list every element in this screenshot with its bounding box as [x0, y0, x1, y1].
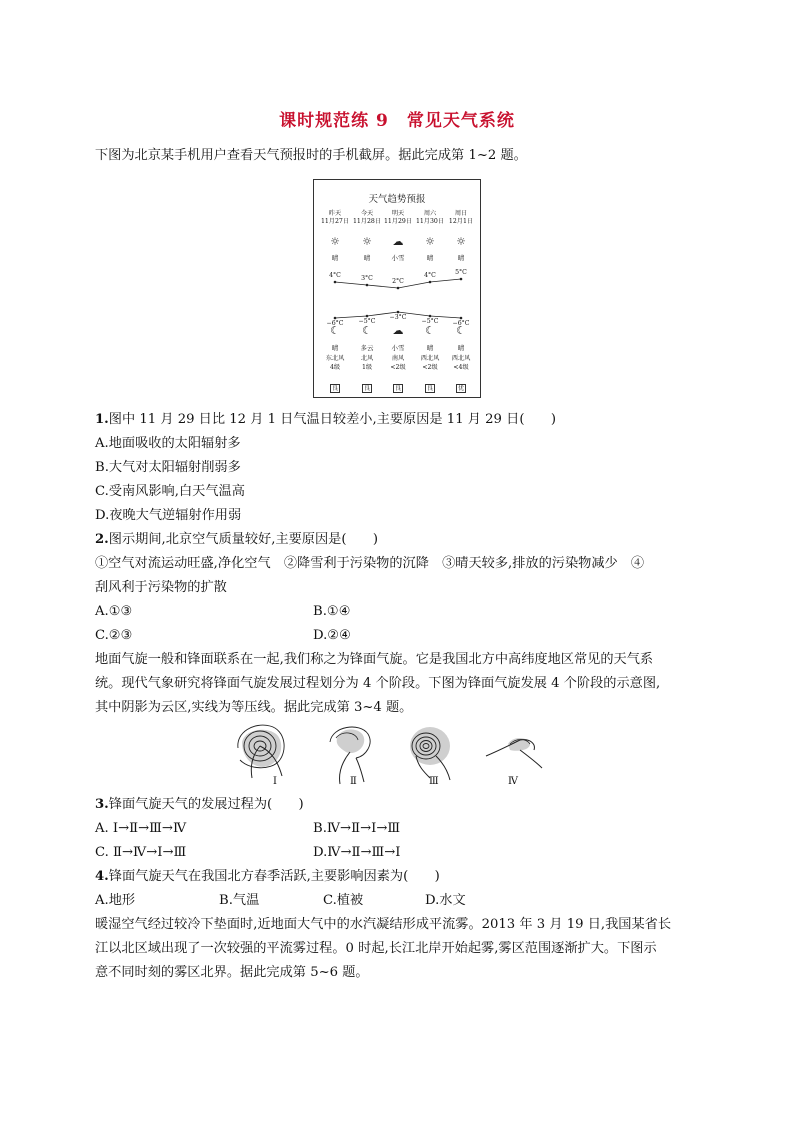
high-temp-label: 3°C [361, 275, 373, 282]
high-temp-point [366, 284, 369, 287]
q4-option-b[interactable]: B.气温 [219, 893, 260, 908]
wind-direction: 南风 [391, 355, 405, 362]
day-name: 今天 [360, 210, 374, 217]
high-temp-point [397, 287, 400, 290]
day-weather: 晴 [426, 254, 434, 262]
wind-level: 1级 [361, 364, 373, 371]
day-name: 周六 [423, 210, 437, 217]
page-title: 课时规范练 9 常见天气系统 [279, 111, 515, 131]
weather-forecast-screenshot [313, 179, 481, 398]
wind-direction: 东北风 [325, 355, 345, 362]
q3-options-row2 [95, 843, 401, 863]
sun-icon: ☼ [362, 235, 372, 248]
moon-icon: ☾ [330, 324, 340, 337]
wind-level: <4级 [453, 364, 469, 371]
air-quality-badge: 良 [331, 385, 338, 392]
moon-icon: ☾ [425, 324, 435, 337]
temperature-curves [314, 180, 482, 399]
low-temp-point [460, 317, 463, 320]
cyclone-label-3: Ⅲ [429, 776, 439, 787]
air-quality-badge: 优 [457, 385, 464, 392]
low-temp-point [397, 311, 400, 314]
q3-options-row1 [95, 819, 401, 839]
wind-level: 4级 [329, 364, 341, 371]
day-date: 11月30日 [415, 218, 445, 225]
day-date: 11月28日 [352, 218, 382, 225]
high-temp-label: 5°C [455, 269, 467, 276]
day-weather: 小雪 [391, 254, 405, 262]
intro-1: 下图为北京某手机用户查看天气预报时的手机截屏。据此完成第 1~2 题。 [95, 148, 527, 163]
q3-stem: 3.锋面气旋天气的发展过程为( ) [95, 797, 304, 812]
q2-option-a[interactable]: A.①③ [95, 604, 133, 619]
intro-3-line3: 意不同时刻的雾区北界。据此完成第 5~6 题。 [95, 965, 369, 980]
wind-level: <2级 [422, 364, 438, 371]
q2-options-row2 [95, 626, 351, 646]
day-weather: 晴 [363, 254, 371, 262]
low-temp-point [334, 317, 337, 320]
q1-option-a[interactable]: A.地面吸收的太阳辐射多 [95, 436, 241, 451]
q4-option-c[interactable]: C.植被 [323, 893, 364, 908]
q2-statements-line1: ①空气对流运动旺盛,净化空气 ②降雪利于污染物的沉降 ③晴天较多,排放的污染物减少 ④ [95, 556, 645, 571]
cyclone-stage-1 [238, 725, 284, 778]
high-temp-point [334, 281, 337, 284]
high-temp-point [429, 281, 432, 284]
q1-option-d[interactable]: D.夜晚大气逆辐射作用弱 [95, 508, 242, 523]
snow-icon: ☁ [392, 324, 404, 337]
low-temp-point [366, 315, 369, 318]
q4-options [95, 891, 466, 911]
cyclone-label-2: Ⅱ [350, 776, 357, 787]
high-temp-label: 4°C [329, 272, 341, 279]
cyclone-label-4: Ⅳ [508, 776, 518, 787]
forecast-title: 天气趋势预报 [368, 194, 426, 205]
sun-icon: ☼ [330, 235, 340, 248]
q1-option-c[interactable]: C.受南风影响,白天气温高 [95, 484, 245, 499]
day-weather: 晴 [331, 254, 339, 262]
low-temp-label: −5°C [421, 318, 439, 325]
q4-option-d[interactable]: D.水文 [425, 893, 466, 908]
wind-direction: 北风 [360, 355, 374, 362]
q1-stem: 1.图中 11 月 29 日比 12 月 1 日气温日较差小,主要原因是 11 月 29 日( ) [95, 412, 556, 427]
day-date: 12月1日 [448, 218, 474, 225]
day-name: 明天 [391, 210, 405, 217]
q3-option-b[interactable]: B.Ⅳ→Ⅱ→Ⅰ→Ⅲ [313, 821, 401, 836]
intro-2-line3: 其中阴影为云区,实线为等压线。据此完成第 3~4 题。 [95, 700, 413, 715]
wind-direction: 西北风 [420, 355, 440, 362]
q2-options-row1 [95, 602, 351, 622]
air-quality-badge: 良 [363, 385, 370, 392]
intro-3-line2: 江以北区域出现了一次较强的平流雾过程。0 时起,长江北岸开始起雾,雾区范围逐渐扩大。下图示 [95, 941, 657, 956]
high-temp-point [460, 278, 463, 281]
intro-3-line1: 暖湿空气经过较冷下垫面时,近地面大气中的水汽凝结形成平流雾。2013 年 3 月 19 日,我国某省长 [95, 917, 672, 932]
low-temp-label: −6°C [326, 320, 344, 327]
wind-level: <2级 [390, 364, 406, 371]
wind-direction: 西北风 [451, 355, 471, 362]
day-date: 11月29日 [383, 218, 413, 225]
air-quality-badge: 良 [394, 385, 401, 392]
q2-statements-line2: 刮风利于污染物的扩散 [95, 580, 227, 595]
day-date: 11月27日 [320, 218, 350, 225]
q2-option-d[interactable]: D.②④ [313, 628, 351, 643]
q2-stem: 2.图示期间,北京空气质量较好,主要原因是( ) [95, 532, 379, 547]
night-weather: 晴 [331, 344, 339, 352]
night-weather: 晴 [426, 344, 434, 352]
moon-icon: ☾ [456, 324, 466, 337]
day-name: 昨天 [328, 210, 342, 217]
night-weather: 多云 [360, 344, 374, 352]
sun-icon: ☼ [425, 235, 435, 248]
q4-option-a[interactable]: A.地形 [95, 893, 136, 908]
q2-option-c[interactable]: C.②③ [95, 628, 133, 643]
cyclone-stage-3 [410, 727, 450, 780]
low-temp-label: −6°C [452, 320, 470, 327]
day-weather: 晴 [457, 254, 465, 262]
air-quality-badge: 良 [426, 385, 433, 392]
cyclone-label-1: Ⅰ [273, 776, 277, 787]
q4-stem: 4.锋面气旋天气在我国北方春季活跃,主要影响因素为( ) [95, 869, 440, 884]
intro-2-line2: 统。现代气象研究将锋面气旋发展过程划分为 4 个阶段。下图为锋面气旋发展 4 个阶段的示意图, [95, 676, 661, 691]
night-weather: 小雪 [391, 344, 405, 352]
low-temp-point [429, 315, 432, 318]
cyclone-stage-4 [486, 738, 542, 768]
q3-option-a[interactable]: A. Ⅰ→Ⅱ→Ⅲ→Ⅳ [95, 821, 187, 836]
day-name: 周日 [454, 210, 468, 217]
high-temp-label: 2°C [392, 278, 404, 285]
low-temp-label: −3°C [389, 314, 407, 321]
high-temp-label: 4°C [424, 272, 436, 279]
q3-option-c[interactable]: C. Ⅱ→Ⅳ→Ⅰ→Ⅲ [95, 845, 187, 860]
intro-2-line1: 地面气旋一般和锋面联系在一起,我们称之为锋面气旋。它是我国北方中高纬度地区常见的天气系 [95, 652, 654, 667]
q1-option-b[interactable]: B.大气对太阳辐射削弱多 [95, 460, 241, 475]
q3-option-d[interactable]: D.Ⅳ→Ⅱ→Ⅲ→Ⅰ [313, 845, 401, 860]
frontal-cyclone-diagram [230, 722, 550, 794]
low-temp-label: −5°C [358, 318, 376, 325]
high-temp-line [335, 279, 461, 288]
sun-icon: ☼ [456, 235, 466, 248]
q2-option-b[interactable]: B.①④ [313, 604, 351, 619]
moon-cloud-icon: ☾ [362, 324, 372, 337]
snow-icon: ☁ [392, 235, 404, 248]
night-weather: 晴 [457, 344, 465, 352]
